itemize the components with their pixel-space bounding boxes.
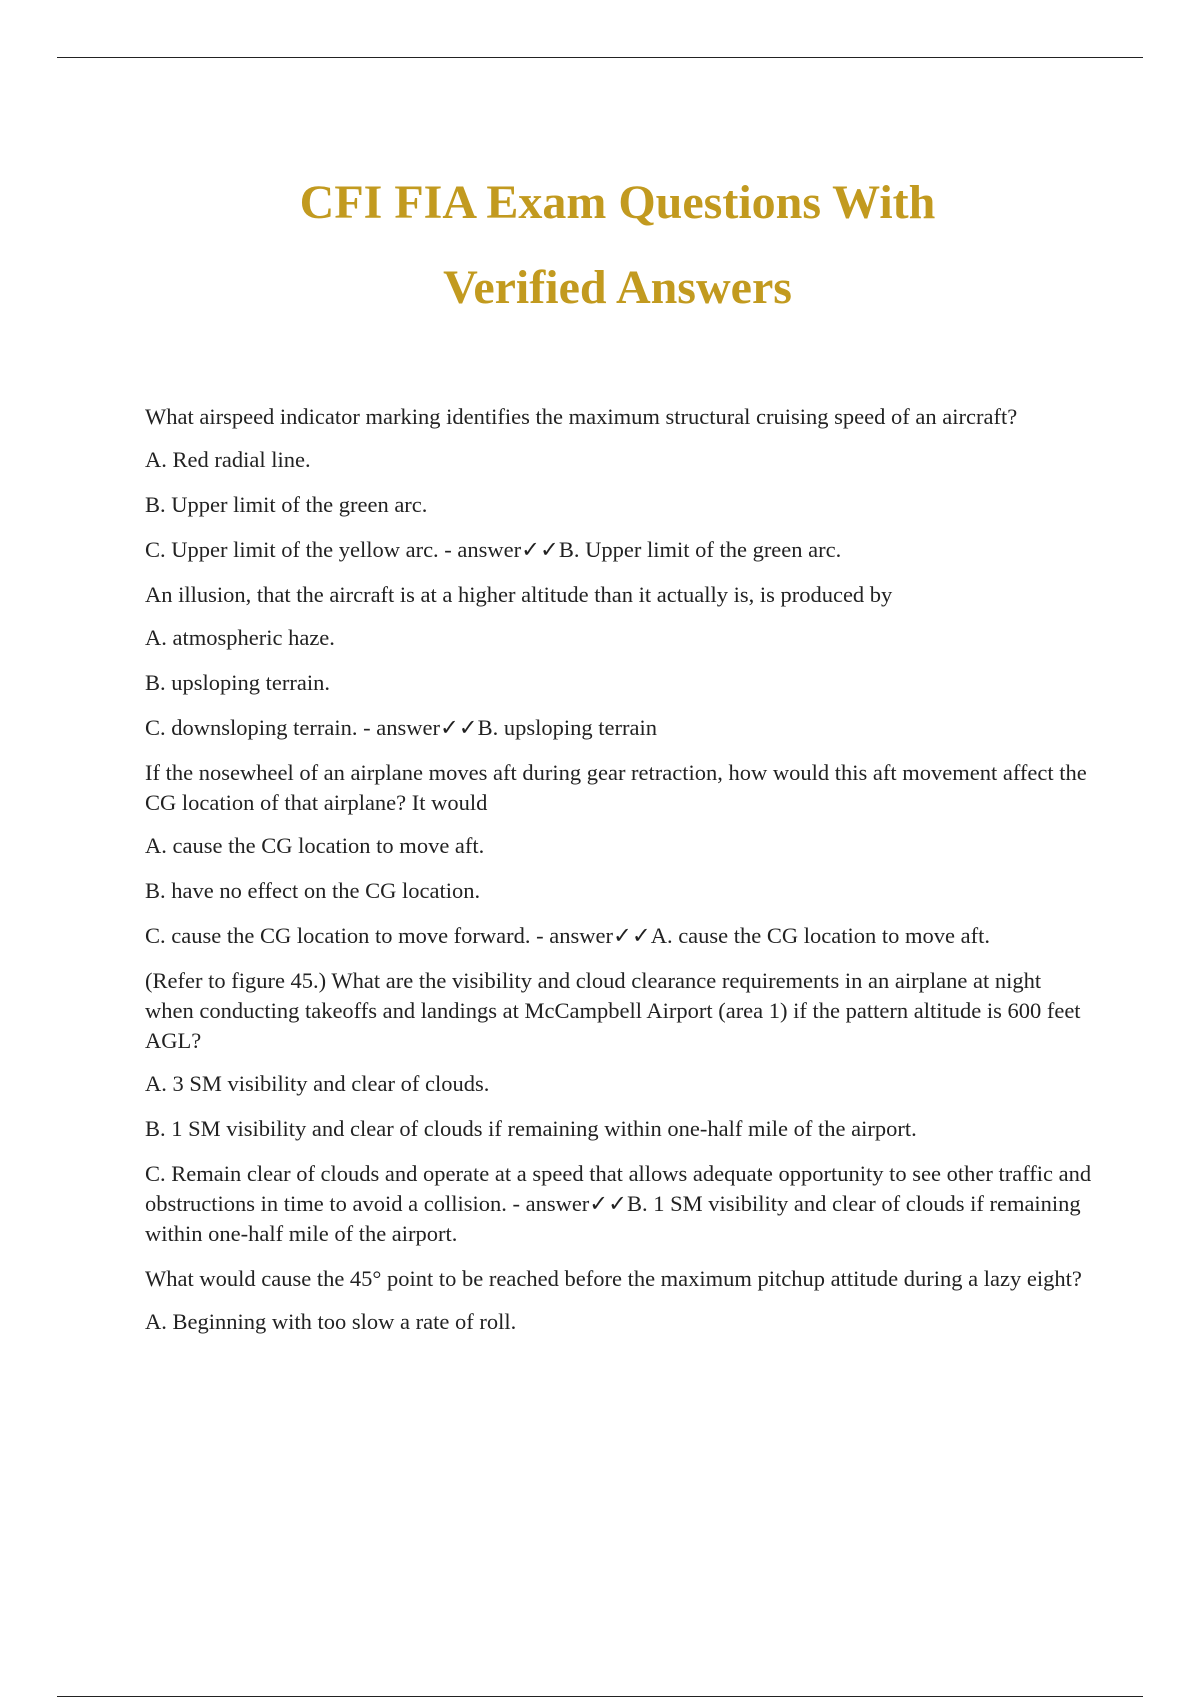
question-2-option-a: A. atmospheric haze. [145,625,335,650]
question-4-option-a: A. 3 SM visibility and clear of clouds. [145,1071,490,1096]
title-line-1: CFI FIA Exam Questions With [299,176,936,229]
question-4-option-c-answer: C. Remain clear of clouds and operate at a speed that allows adequate opportunity to see other traffic and obstructions in time to avoid a collision. - answer✓✓B. 1 SM visibility and clear of clouds if remaining within one-half mile of the airport. [145,1161,1092,1246]
question-3-option-c-answer: C. cause the CG location to move forward. - answer✓✓A. cause the CG location to move aft. [145,923,990,948]
question-1-option-a: A. Red radial line. [145,447,311,472]
question-2-text: An illusion, that the aircraft is at a higher altitude than it actually is, is produced by [145,582,893,607]
top-rule [57,57,1143,58]
question-5-option-a: A. Beginning with too slow a rate of roll. [145,1309,517,1334]
question-1-option-b: B. Upper limit of the green arc. [145,492,428,517]
question-3-text: If the nosewheel of an airplane moves aft during gear retraction, how would this aft movement affect the CG location of that airplane? It would [145,760,1087,815]
title-line-2: Verified Answers [443,261,792,314]
question-list [145,402,1095,1352]
question-4-text: (Refer to figure 45.) What are the visibility and cloud clearance requirements in an airplane at night when conducting takeoffs and landings at McCampbell Airport (area 1) if the pattern altitude is 600 feet AGL? [145,968,1081,1053]
question-1-option-c-answer: C. Upper limit of the yellow arc. - answer✓✓B. Upper limit of the green arc. [145,537,842,562]
question-2-option-c-answer: C. downsloping terrain. - answer✓✓B. upsloping terrain [145,715,657,740]
question-3-option-b: B. have no effect on the CG location. [145,878,481,903]
document-title [0,160,1200,330]
question-3-option-a: A. cause the CG location to move aft. [145,833,485,858]
question-2-option-b: B. upsloping terrain. [145,670,330,695]
question-4-option-b: B. 1 SM visibility and clear of clouds if remaining within one-half mile of the airport. [145,1116,917,1141]
question-5-text: What would cause the 45° point to be reached before the maximum pitchup attitude during a lazy eight? [145,1266,1082,1291]
bottom-rule [57,1696,1143,1697]
question-1-text: What airspeed indicator marking identifies the maximum structural cruising speed of an aircraft? [145,404,1018,429]
